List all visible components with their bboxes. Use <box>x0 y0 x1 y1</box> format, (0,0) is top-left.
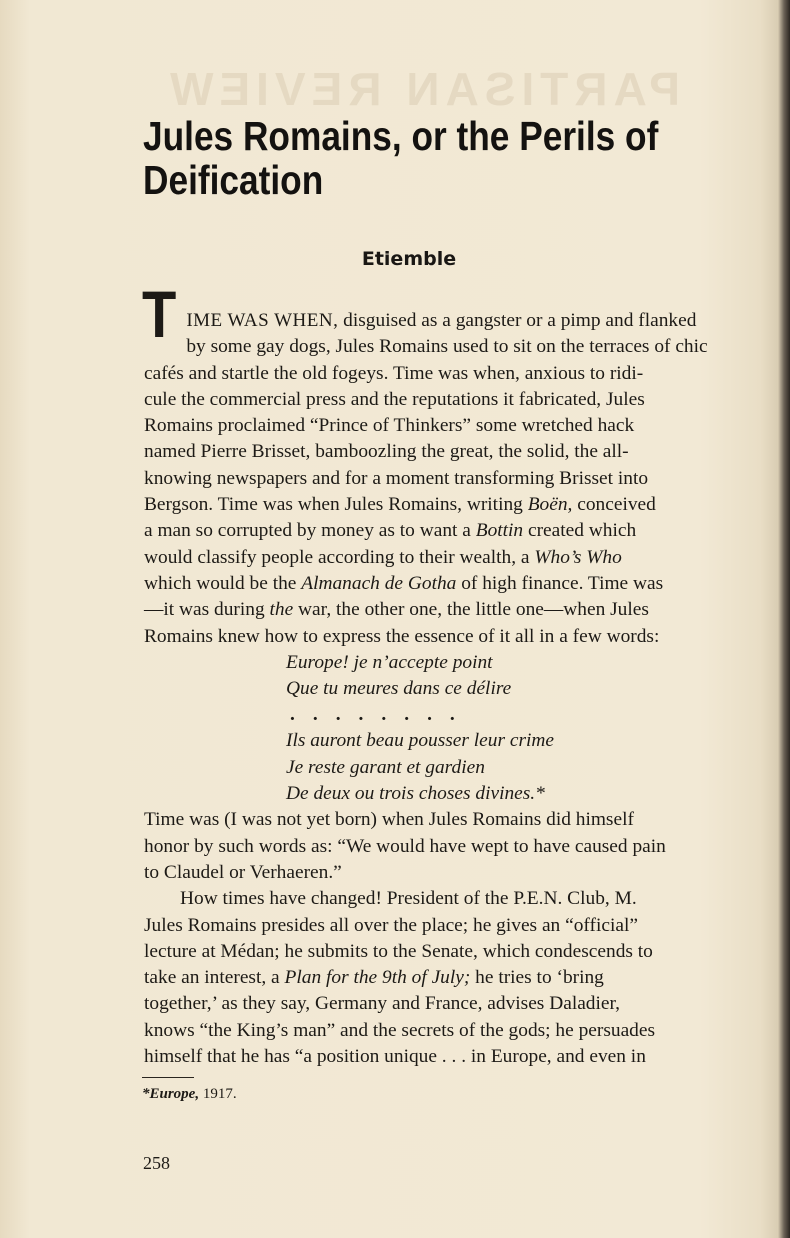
body-line: cafés and startle the old fogeys. Time was when, anxious to ridi- <box>144 362 644 384</box>
italic-title: Boën, <box>527 494 573 516</box>
body-line: —it was during the war, the other one, the little one—when Jules <box>144 599 649 621</box>
body-line: Jules Romains presides all over the place; he gives an “official” <box>144 914 638 936</box>
body-line: named Pierre Brisset, bamboozling the great, the solid, the all- <box>144 441 629 463</box>
italic-title: Who’s Who <box>534 546 622 568</box>
page-number: 258 <box>143 1153 170 1173</box>
body-line: together,’ as they say, Germany and France, advises Daladier, <box>144 993 621 1015</box>
verse-line: De deux ou trois choses divines.* <box>286 783 545 805</box>
body-line: knowing newspapers and for a moment transforming Brisset into <box>144 467 649 489</box>
italic-emphasis: the <box>269 599 294 621</box>
body-line: a man so corrupted by money as to want a Bottin created which <box>144 520 637 542</box>
italic-title: Bottin <box>475 520 524 542</box>
body-line: IME WAS WHEN, disguised as a gangster or a pimp and flanked <box>186 310 697 331</box>
drop-cap: T <box>142 277 177 351</box>
body-line: cule the commercial press and the reputations it fabricated, Jules <box>144 388 645 410</box>
body-line: himself that he has “a position unique . . . in Europe, and even in <box>144 1046 646 1068</box>
body-line: take an interest, a Plan for the 9th of July; he tries to ‘bring <box>144 967 604 989</box>
body-line: lecture at Médan; he submits to the Senate, which condescends to <box>144 940 653 962</box>
footnote: *Europe, 1917. <box>142 1086 237 1102</box>
footnote-rule <box>142 1077 194 1078</box>
opening-small-caps: IME WAS WHEN, <box>186 310 339 331</box>
body-line: Bergson. Time was when Jules Romains, writing Boën, conceived <box>144 494 656 516</box>
body-line: honor by such words as: “We would have wept to have caused pain <box>144 835 666 857</box>
article-title: Jules Romains, or the Perils of Deification <box>143 113 659 203</box>
verse-line: Europe! je n’accepte point <box>286 651 493 673</box>
body-line: Romains knew how to express the essence of it all in a few words: <box>144 625 660 647</box>
italic-title: Plan for the 9th of July; <box>284 967 471 989</box>
body-line: would classify people according to their wealth, a Who’s Who <box>144 546 622 568</box>
body-line: knows “the King’s man” and the secrets of the gods; he persuades <box>144 1019 656 1041</box>
verse-line: Ils auront beau pousser leur crime <box>286 730 555 752</box>
body-line: to Claudel or Verhaeren.” <box>144 861 342 883</box>
verse-ellipsis: ........ <box>290 704 473 726</box>
author-byline: Etiemble <box>361 248 457 270</box>
body-line: which would be the Almanach de Gotha of high finance. Time was <box>144 572 664 594</box>
body-line: How times have changed! President of the P.E.N. Club, M. <box>180 888 637 910</box>
body-line: Romains proclaimed “Prince of Thinkers” some wretched hack <box>144 415 635 437</box>
bleed-through-heading: PARTISAN REVIEW <box>164 63 680 115</box>
verse-line: Je reste garant et gardien <box>286 756 485 778</box>
italic-title: Almanach de Gotha <box>301 572 457 594</box>
article-body <box>142 277 764 1070</box>
body-line: Time was (I was not yet born) when Jules Romains did himself <box>144 809 634 831</box>
body-line: by some gay dogs, Jules Romains used to sit on the terraces of chic <box>186 336 708 358</box>
verse-line: Que tu meures dans ce délire <box>286 678 512 700</box>
